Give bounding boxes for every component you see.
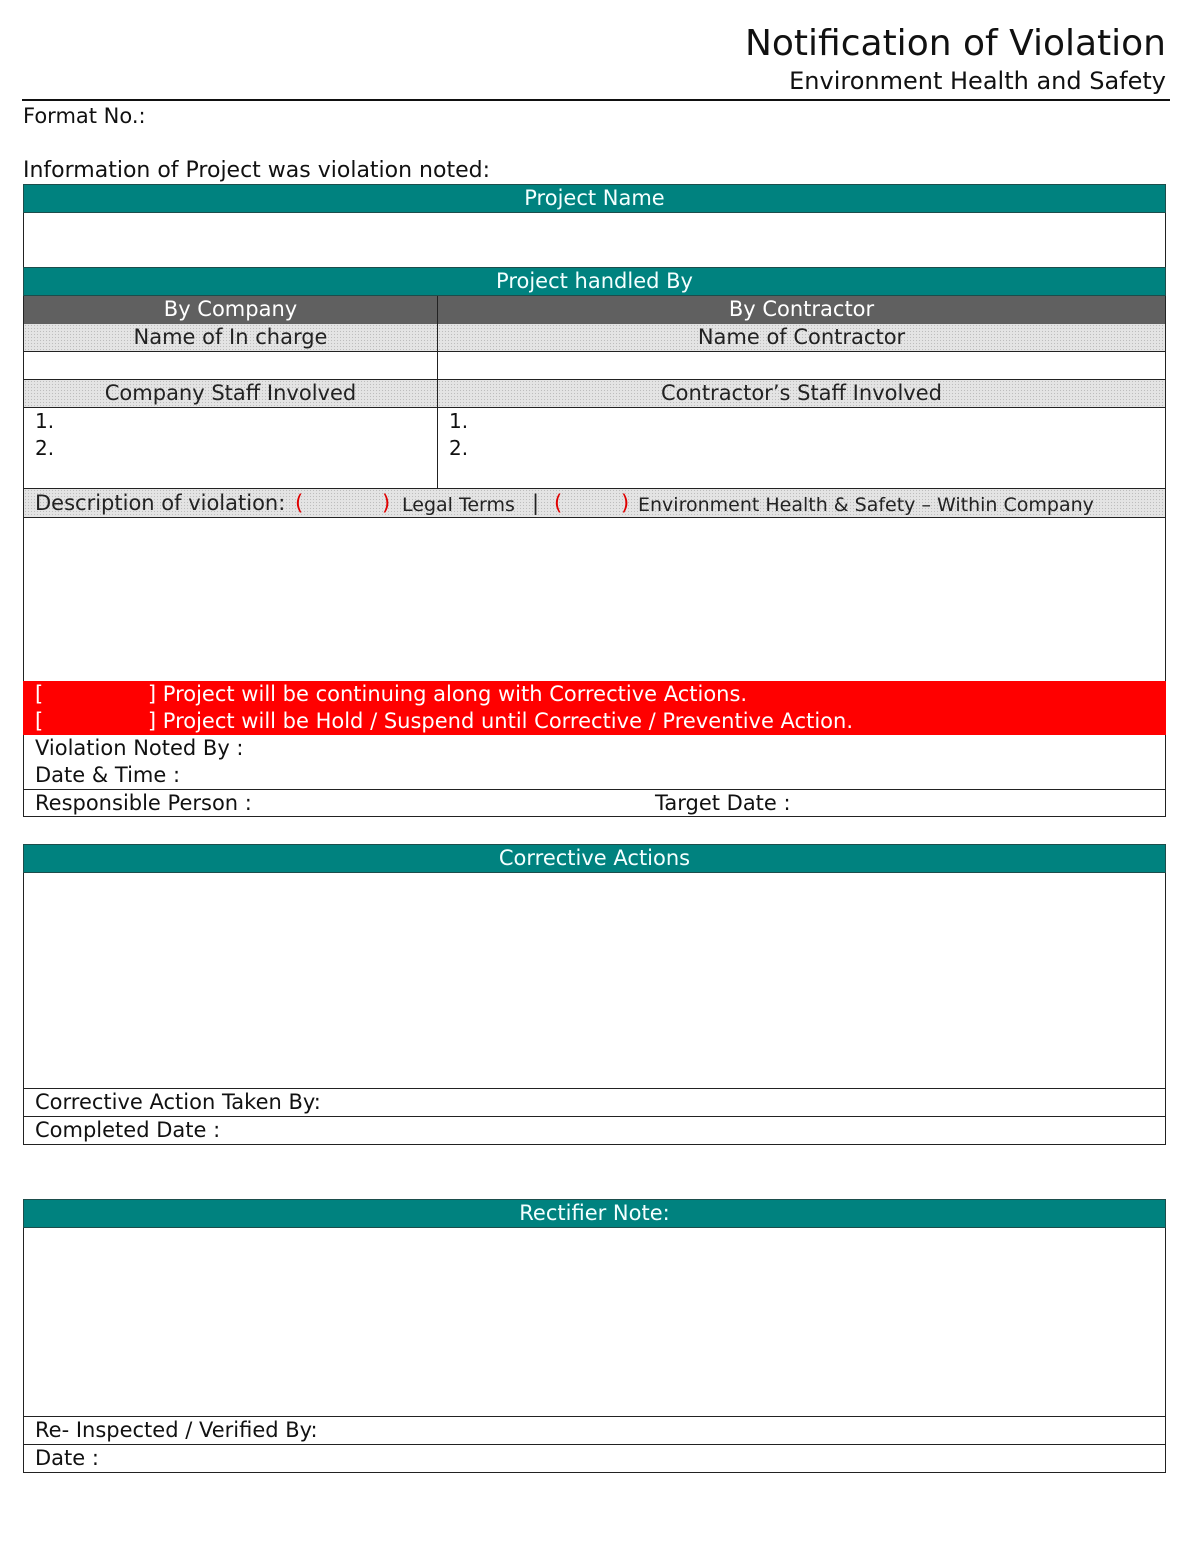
ehs-close-paren: ) [621, 491, 630, 515]
ehs-within-company-checkbox[interactable] [565, 491, 620, 515]
project-name-header: Project Name [23, 184, 1166, 213]
continue-option-label: Project will be continuing along with Corrective Actions. [162, 682, 748, 706]
hold-option-label: Project will be Hold / Suspend until Corrective / Preventive Action. [162, 709, 853, 733]
ehs-open-paren: ( [554, 491, 563, 515]
rectifier-note-header: Rectifier Note: [23, 1199, 1166, 1228]
verified-by-label: Re- Inspected / Verified By: [24, 1417, 1165, 1445]
list-item: 1. [449, 409, 469, 433]
list-item: 2. [35, 436, 55, 460]
company-staff-label: Company Staff Involved [24, 380, 438, 408]
header-divider [22, 99, 1170, 101]
violation-noted-section [24, 735, 1165, 790]
violation-description-field[interactable] [24, 518, 1165, 681]
by-contractor-header: By Contractor [438, 296, 1165, 324]
legal-terms-close-paren: ) [382, 491, 391, 515]
document-subtitle: Environment Health and Safety [789, 67, 1166, 95]
company-staff-list[interactable] [24, 408, 438, 489]
project-name-field[interactable] [24, 213, 1165, 267]
corrective-actions-header: Corrective Actions [23, 844, 1166, 873]
continue-option[interactable] [35, 681, 747, 708]
legal-terms-checkbox[interactable] [306, 491, 381, 515]
violation-noted-by-label: Violation Noted By : [35, 736, 244, 760]
name-contractor-label: Name of Contractor [438, 324, 1165, 352]
legal-terms-label: Legal Terms [402, 494, 515, 516]
name-incharge-label: Name of In charge [24, 324, 438, 352]
corrective-actions-field[interactable] [24, 873, 1165, 1089]
by-company-header: By Company [24, 296, 438, 324]
format-no-label: Format No.: [23, 104, 146, 128]
date-time-label: Date & Time : [35, 763, 181, 787]
name-incharge-field[interactable] [24, 352, 438, 380]
list-item: 1. [35, 409, 55, 433]
responsible-row [24, 790, 1165, 817]
option-separator: | [532, 491, 540, 515]
hold-open-bracket: [ [35, 709, 44, 733]
violation-description-label: Description of violation: [35, 491, 286, 515]
document-title: Notification of Violation [744, 23, 1166, 64]
continue-open-bracket: [ [35, 682, 44, 706]
project-info-label: Information of Project was violation noted: [23, 158, 490, 183]
project-handled-by-header: Project handled By [23, 267, 1166, 296]
corrective-actions-table [23, 844, 1166, 1145]
rectifier-note-table [23, 1199, 1166, 1473]
continue-close-bracket: ] [147, 682, 157, 706]
rectifier-date-label: Date : [35, 1446, 99, 1470]
responsible-person-label: Responsible Person : [35, 791, 252, 815]
name-contractor-field[interactable] [438, 352, 1165, 380]
project-status-banner [23, 681, 1166, 735]
rectifier-note-field[interactable] [24, 1228, 1165, 1417]
project-violation-table [23, 184, 1166, 817]
contractor-staff-list[interactable] [438, 408, 1165, 489]
hold-option[interactable] [35, 708, 853, 735]
hold-close-bracket: ] [147, 709, 157, 733]
ehs-within-company-label: Environment Health & Safety – Within Company [638, 494, 1094, 516]
legal-terms-open-paren: ( [295, 491, 304, 515]
corrective-action-taken-by-label: Corrective Action Taken By: [24, 1089, 1165, 1117]
completed-date-label: Completed Date : [35, 1118, 221, 1142]
violation-description-row [24, 489, 1165, 518]
list-item: 2. [449, 436, 469, 460]
target-date-label: Target Date : [655, 791, 791, 815]
contractor-staff-label: Contractor’s Staff Involved [438, 380, 1165, 408]
